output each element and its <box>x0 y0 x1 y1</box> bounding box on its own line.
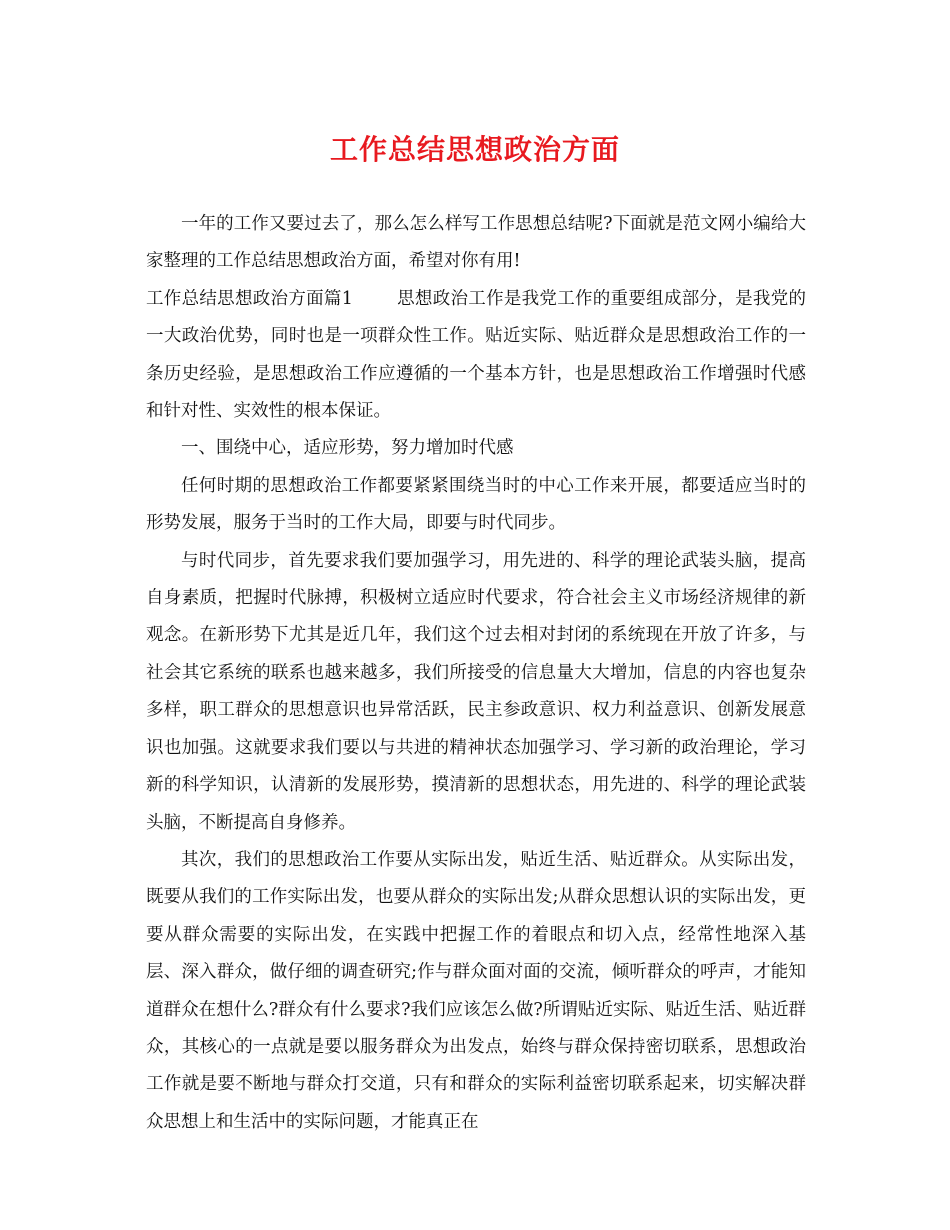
paragraph-2: 与时代同步，首先要求我们要加强学习，用先进的、科学的理论武装头脑，提高自身素质，把握时代脉搏，积极树立适应时代要求，符合社会主义市场经济规律的新观念。在新形势下尤其是近几年，我们这个过去相对封闭的系统现在开放了许多，与社会其它系统的联系也越来越多，我们所接受的信息量大大增加，信息的内容也复杂多样，职工群众的思想意识也异常活跃，民主参政意识、权力利益意识、创新发展意识也加强。这就要求我们要以与共进的精神状态加强学习、学习新的政治理论，学习新的科学知识，认清新的发展形势，摸清新的思想状态，用先进的、科学的理论武装头脑，不断提高自身修养。 <box>146 550 806 833</box>
section-text: 思想政治工作是我党工作的重要组成部分，是我党的一大政治优势，同时也是一项群众性工作。贴近实际、贴近群众是思想政治工作的一条历史经验，是思想政治工作应遵循的一个基本方针，也是思想政治工作增强时代感和针对性、实效性的根本保证。 <box>146 288 806 422</box>
paragraph-3: 其次，我们的思想政治工作要从实际出发，贴近生活、贴近群众。从实际出发，既要从我们的工作实际出发，也要从群众的实际出发;从群众思想认识的实际出发，更要从群众需要的实际出发，在实践中把握工作的着眼点和切入点，经常性地深入基层、深入群众，做仔细的调查研究;作与群众面对面的交流，倾听群众的呼声，才能知道群众在想什么?群众有什么要求?我们应该怎么做?所谓贴近实际、贴近生活、贴近群众，其核心的一点就是要以服务群众为出发点，始终与群众保持密切联系，思想政治工作就是要不断地与群众打交道，只有和群众的实际利益密切联系起来，切实解决群众思想上和生活中的实际问题，才能真正在 <box>146 849 806 1132</box>
document-title: 工作总结思想政治方面 <box>329 133 620 166</box>
document-body <box>146 206 806 1141</box>
section-paragraph <box>146 281 806 431</box>
paragraph-1: 任何时期的思想政治工作都要紧紧围绕当时的中心工作来开展，都要适应当时的形势发展，服务于当时的工作大局，即要与时代同步。 <box>146 475 806 534</box>
section-heading: 一、围绕中心，适应形势，努力增加时代感 <box>181 438 514 459</box>
section-label: 工作总结思想政治方面篇1 <box>146 288 353 309</box>
intro-paragraph: 一年的工作又要过去了，那么怎么样写工作思想总结呢?下面就是范文网小编给大家整理的工作总结思想政治方面，希望对你有用! <box>146 214 806 272</box>
